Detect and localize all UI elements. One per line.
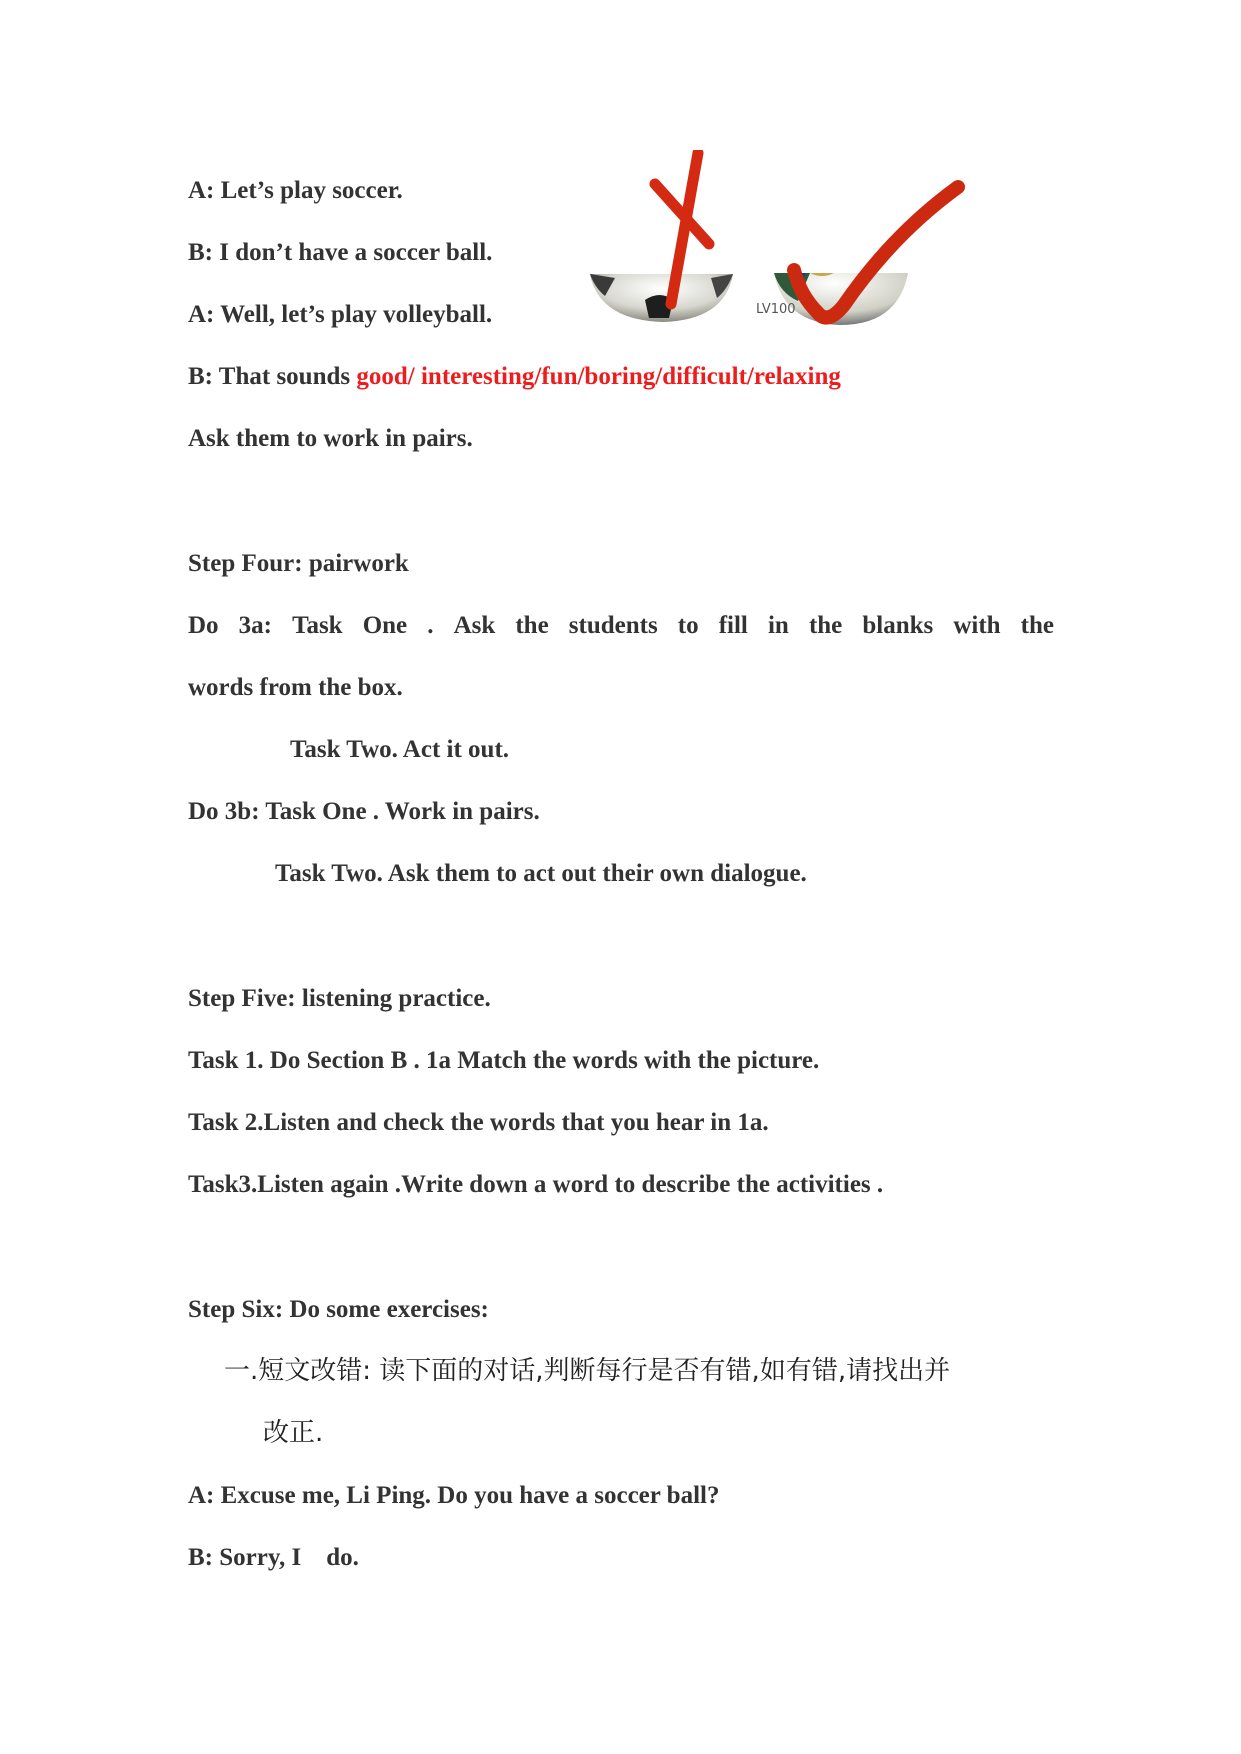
step-four-title: Step Four: pairwork <box>188 550 409 577</box>
step-six-title: Step Six: Do some exercises: <box>188 1296 489 1323</box>
step-five-title: Step Five: listening practice. <box>188 985 491 1012</box>
word: the <box>808 612 843 639</box>
exercise-line-a: A: Excuse me, Li Ping. Do you have a soccer ball? <box>188 1482 720 1509</box>
word: Task <box>292 612 343 639</box>
dialogue-line-b2 <box>188 362 841 392</box>
word: in <box>767 612 789 639</box>
do3a-line2: words from the box. <box>188 674 403 701</box>
dialogue-line-a2: A: Well, let’s play volleyball. <box>188 301 493 328</box>
dialogue-line-b1: B: I don’t have a soccer ball. <box>188 239 493 266</box>
task-two-dialogue: Task Two. Ask them to act out their own dialogue. <box>275 860 807 887</box>
step-five-task1: Task 1. Do Section B . 1a Match the words with the picture. <box>188 1047 820 1074</box>
instruction-pairs: Ask them to work in pairs. <box>188 425 473 452</box>
word: to <box>677 612 699 639</box>
word: the <box>515 612 549 639</box>
word: blanks <box>862 612 934 639</box>
dialogue-b2-options: good/ interesting/fun/boring/difficult/relaxing <box>356 363 841 390</box>
word: Do <box>188 612 219 639</box>
ball-label: LV100 <box>756 302 796 317</box>
exercise-line-b: B: Sorry, I do. <box>188 1544 359 1571</box>
task-two-act-out: Task Two. Act it out. <box>290 736 510 763</box>
step-five-task3: Task3.Listen again .Write down a word to describe the activities . <box>188 1171 884 1198</box>
word: fill <box>718 612 748 639</box>
exercise-instruction-cn-line2: 改正. <box>263 1418 324 1448</box>
word: 3a: <box>238 612 272 639</box>
word: . <box>427 612 434 639</box>
dialogue-line-a1: A: Let’s play soccer. <box>188 177 403 204</box>
word: with <box>953 612 1001 639</box>
do3b-line: Do 3b: Task One . Work in pairs. <box>188 798 540 825</box>
word: students <box>568 612 658 639</box>
exercise-instruction-cn-line1: 一.短文改错: 读下面的对话,判断每行是否有错,如有错,请找出并 <box>224 1356 951 1386</box>
word: Ask <box>453 612 496 639</box>
word: the <box>1020 612 1054 639</box>
word: One <box>362 612 408 639</box>
volleyball-checked-image <box>752 175 967 335</box>
dialogue-b2-prefix: B: That sounds <box>188 363 357 390</box>
do3a-line1 <box>188 611 1054 641</box>
step-five-task2: Task 2.Listen and check the words that you hear in 1a. <box>188 1109 769 1136</box>
soccer-ball-crossed-image <box>585 150 745 330</box>
